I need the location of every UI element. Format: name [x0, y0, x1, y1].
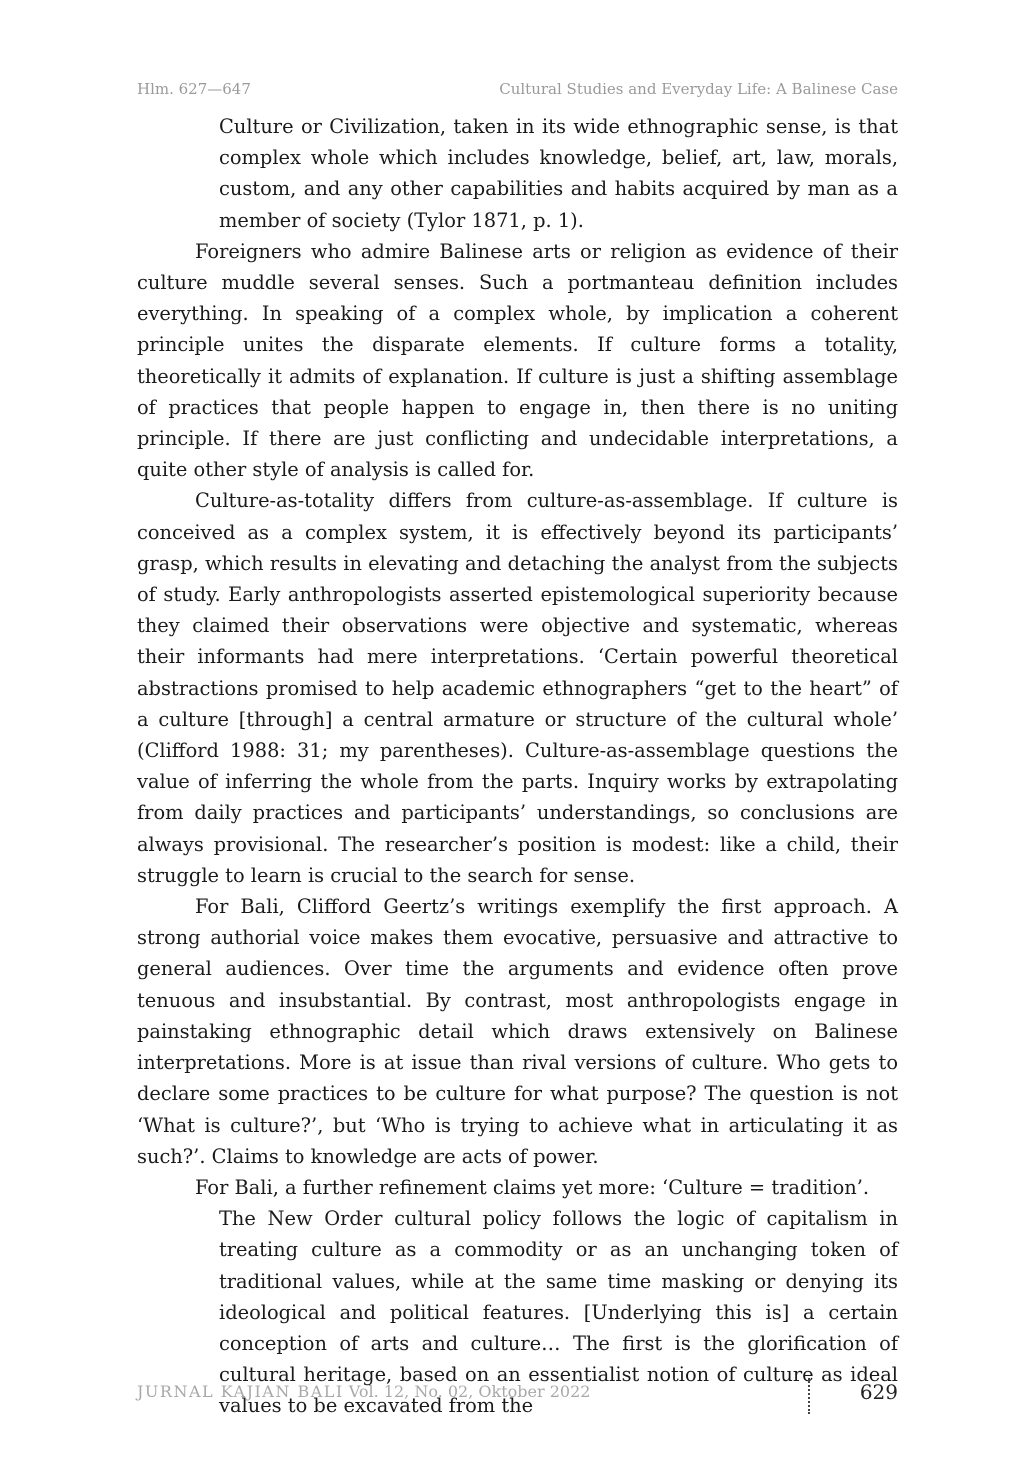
page-range: Hlm. 627—647 [137, 80, 251, 98]
journal-citation [137, 1382, 590, 1401]
journal-name: JURNAL KAJIAN BALI [137, 1382, 344, 1401]
journal-issue: Vol. 12, No. 02, Oktober 2022 [343, 1382, 591, 1401]
paragraph-geertz: For Bali, Clifford Geertz’s writings exemplify the first approach. A strong authorial voice makes them evocative, persuasive and attractive to general audiences. Over time the arguments and evidence often prove tenuous and insubstantial. By contrast, most anthropologists engage in painstaking ethnographic detail which draws extensively on Balinese interpretations. More is at issue than rival versions of culture. Who gets to declare some practices to be culture for what purpose? The question is not ‘What is culture?’, but ‘Who is trying to achieve what in articulating it as such?’. Claims to knowledge are acts of power. [137, 895, 898, 1168]
paragraph-culture-as-totality: Culture-as-totality differs from culture-as-assemblage. If culture is conceived as a complex system, it is effectively beyond its participants’ grasp, which results in elevating and detaching the analyst from the subjects of study. Early anthropologists asserted epistemological superiority because they claimed their observations were objective and systematic, whereas their informants had mere interpretations. ‘Certain powerful theoretical abstractions promised to help academic ethnographers “get to the heart” of a culture [through] a central armature or structure of the cultural whole’ (Clifford 1988: 31; my parentheses). Culture-as-assemblage questions the value of inferring the whole from the parts. Inquiry works by extrapolating from daily practices and participants’ understandings, so conclusions are always provisional. The researcher’s position is modest: like a child, their struggle to learn is crucial to the search for sense. [137, 489, 898, 887]
footer-divider [808, 1378, 810, 1414]
paragraph-culture-tradition: For Bali, a further refinement claims yet more: ‘Culture = tradition’. [195, 1175, 870, 1199]
paragraph-foreigners: Foreigners who admire Balinese arts or religion as evidence of their culture muddle several senses. Such a portmanteau definition includes everything. In speaking of a complex whole, by implication a coherent principle unites the disparate elements. If culture forms a totality, theoretically it admits of explanation. If culture is just a shifting assemblage of practices that people happen to engage in, then there is no uniting principle. If there are just conflicting and undecidable interpretations, a quite other style of analysis is called for. [137, 239, 898, 482]
page-footer [137, 1378, 898, 1418]
article-body [137, 111, 898, 1422]
block-quote-new-order: The New Order cultural policy follows the logic of capitalism in treating culture as a commodity or as an unchanging token of traditional values, while at the same time masking or denying its ideological and political features. [Underlying this is] a certain conception of arts and culture… The first is the glorification of cultural heritage, based on an essentialist notion of culture as ideal values to be excavated from the [219, 1207, 898, 1418]
block-quote-tylor: Culture or Civilization, taken in its wide ethnographic sense, is that complex whole which includes knowledge, belief, art, law, morals, custom, and any other capabilities and habits acquired by man as a member of society (Tylor 1871, p. 1). [219, 115, 898, 232]
page-number: 629 [859, 1380, 898, 1404]
running-title: Cultural Studies and Everyday Life: A Balinese Case [499, 80, 898, 98]
